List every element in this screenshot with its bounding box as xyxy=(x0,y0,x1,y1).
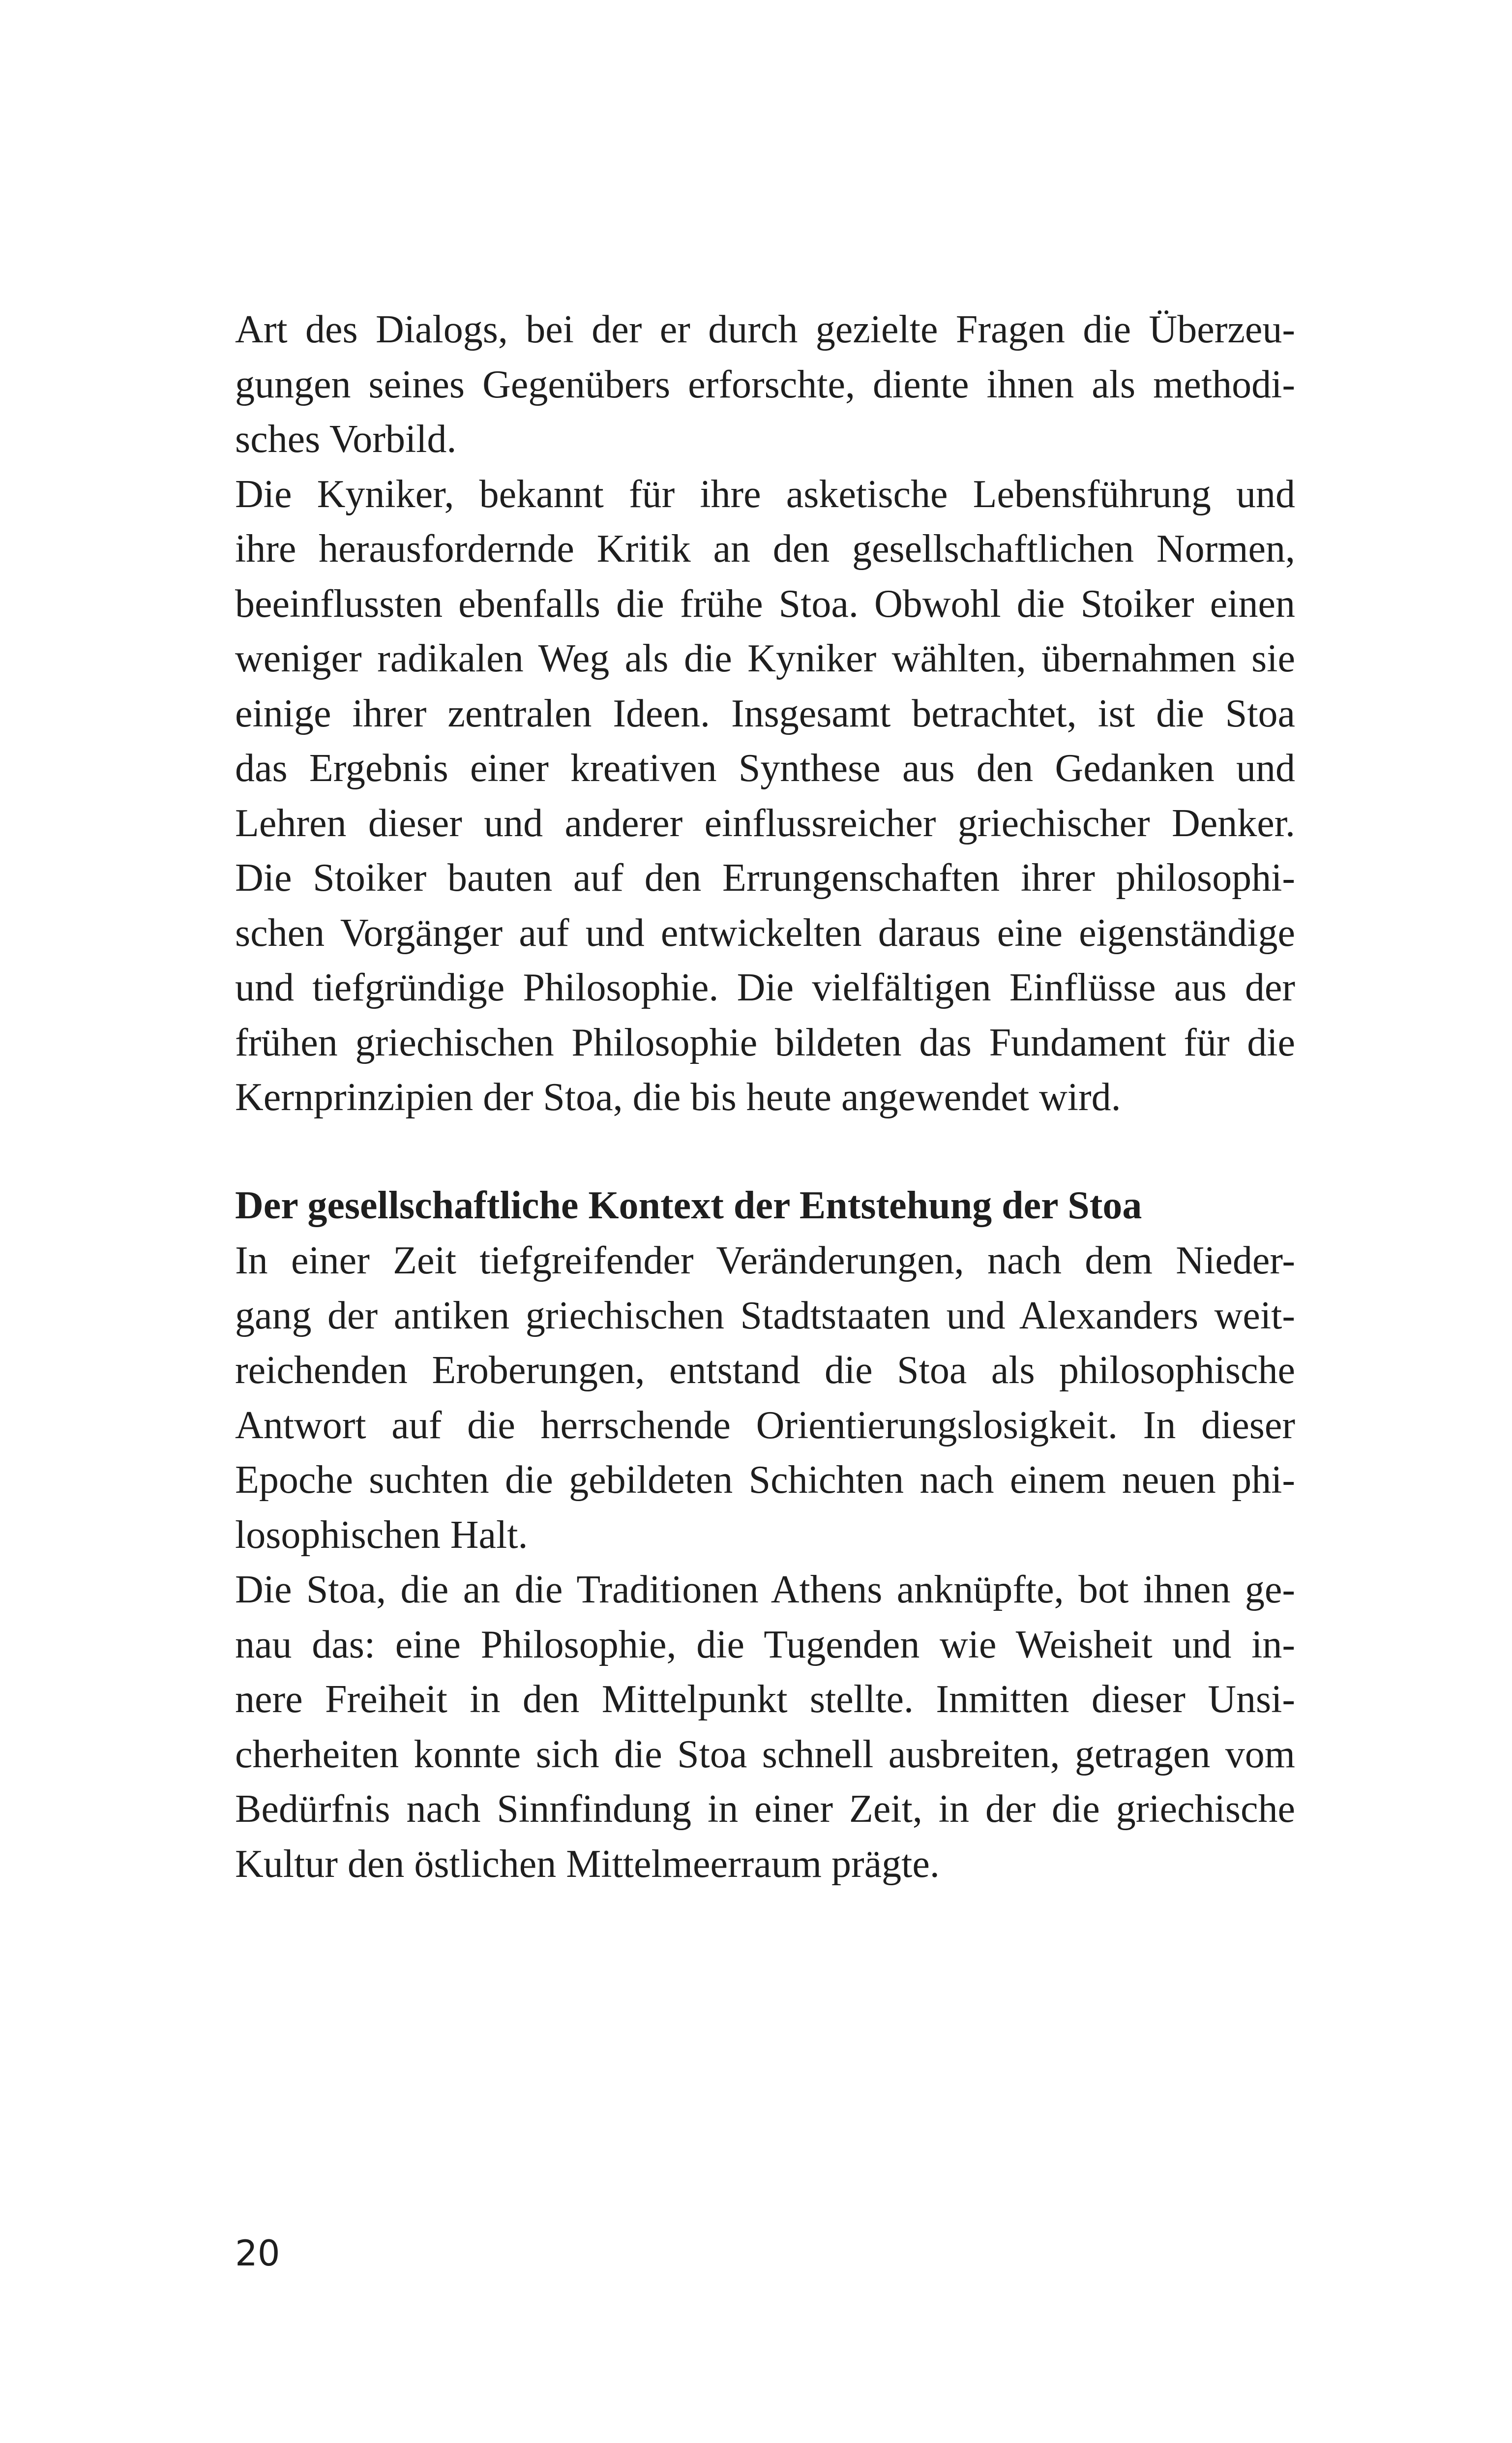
text-line: sches Vorbild. xyxy=(235,418,457,461)
text-line: Antwort auf die herrschende Orientierungslosigkeit. In dieser xyxy=(235,1403,1295,1447)
text-line: Lehren dieser und anderer einflussreicher griechischer Denker. xyxy=(235,801,1295,845)
text-line: einige ihrer zentralen Ideen. Insgesamt betrachtet, ist die Stoa xyxy=(235,692,1295,735)
text-line: Art des Dialogs, bei der er durch gezielte Fragen die Überzeu- xyxy=(235,308,1295,351)
text-line: cherheiten konnte sich die Stoa schnell ausbreiten, getragen vom xyxy=(235,1732,1295,1776)
text-line: gang der antiken griechischen Stadtstaaten und Alexanders weit- xyxy=(235,1294,1295,1337)
text-line: Kultur den östlichen Mittelmeerraum prägte. xyxy=(235,1842,940,1886)
text-line: losophischen Halt. xyxy=(235,1513,528,1557)
text-line: nau das: eine Philosophie, die Tugenden wie Weisheit und in- xyxy=(235,1623,1295,1666)
body-text-upper xyxy=(235,302,1295,1125)
text-line: Die Kyniker, bekannt für ihre asketische Lebensführung und xyxy=(235,472,1295,516)
text-line: Die Stoiker bauten auf den Errungenschaften ihrer philosophi- xyxy=(235,856,1295,900)
text-line: In einer Zeit tiefgreifender Veränderungen, nach dem Nieder- xyxy=(235,1239,1295,1282)
text-line: gungen seines Gegenübers erforschte, diente ihnen als methodi- xyxy=(235,362,1295,406)
text-line: und tiefgründige Philosophie. Die vielfältigen Einflüsse aus der xyxy=(235,966,1295,1009)
text-line: schen Vorgänger auf und entwickelten daraus eine eigenständige xyxy=(235,911,1295,955)
text-line: reichenden Eroberungen, entstand die Stoa als philosophische xyxy=(235,1349,1295,1392)
paragraph-2 xyxy=(235,467,1295,1125)
page-number: 20 xyxy=(235,2232,280,2274)
paragraph-1 xyxy=(235,302,1295,467)
text-line: nere Freiheit in den Mittelpunkt stellte. Inmitten dieser Unsi- xyxy=(235,1678,1295,1721)
text-line: Bedürfnis nach Sinnfindung in einer Zeit, in der die griechische xyxy=(235,1787,1295,1831)
text-line: ihre herausfordernde Kritik an den gesellschaftlichen Normen, xyxy=(235,527,1295,571)
text-line: Die Stoa, die an die Traditionen Athens anknüpfte, bot ihnen ge- xyxy=(235,1568,1295,1611)
text-line: frühen griechischen Philosophie bildeten das Fundament für die xyxy=(235,1021,1295,1064)
paragraph-4 xyxy=(235,1563,1295,1892)
text-line: Kernprinzipien der Stoa, die bis heute angewendet wird. xyxy=(235,1076,1121,1119)
section-heading: Der gesellschaftliche Kontext der Entstehung der Stoa xyxy=(235,1184,1142,1227)
text-line: das Ergebnis einer kreativen Synthese aus den Gedanken und xyxy=(235,747,1295,790)
text-line: beeinflussten ebenfalls die frühe Stoa. Obwohl die Stoiker einen xyxy=(235,582,1295,626)
text-line: weniger radikalen Weg als die Kyniker wählten, übernahmen sie xyxy=(235,637,1295,680)
text-line: Epoche suchten die gebildeten Schichten nach einem neuen phi- xyxy=(235,1458,1295,1502)
body-text-lower xyxy=(235,1234,1295,1892)
paragraph-3 xyxy=(235,1234,1295,1563)
